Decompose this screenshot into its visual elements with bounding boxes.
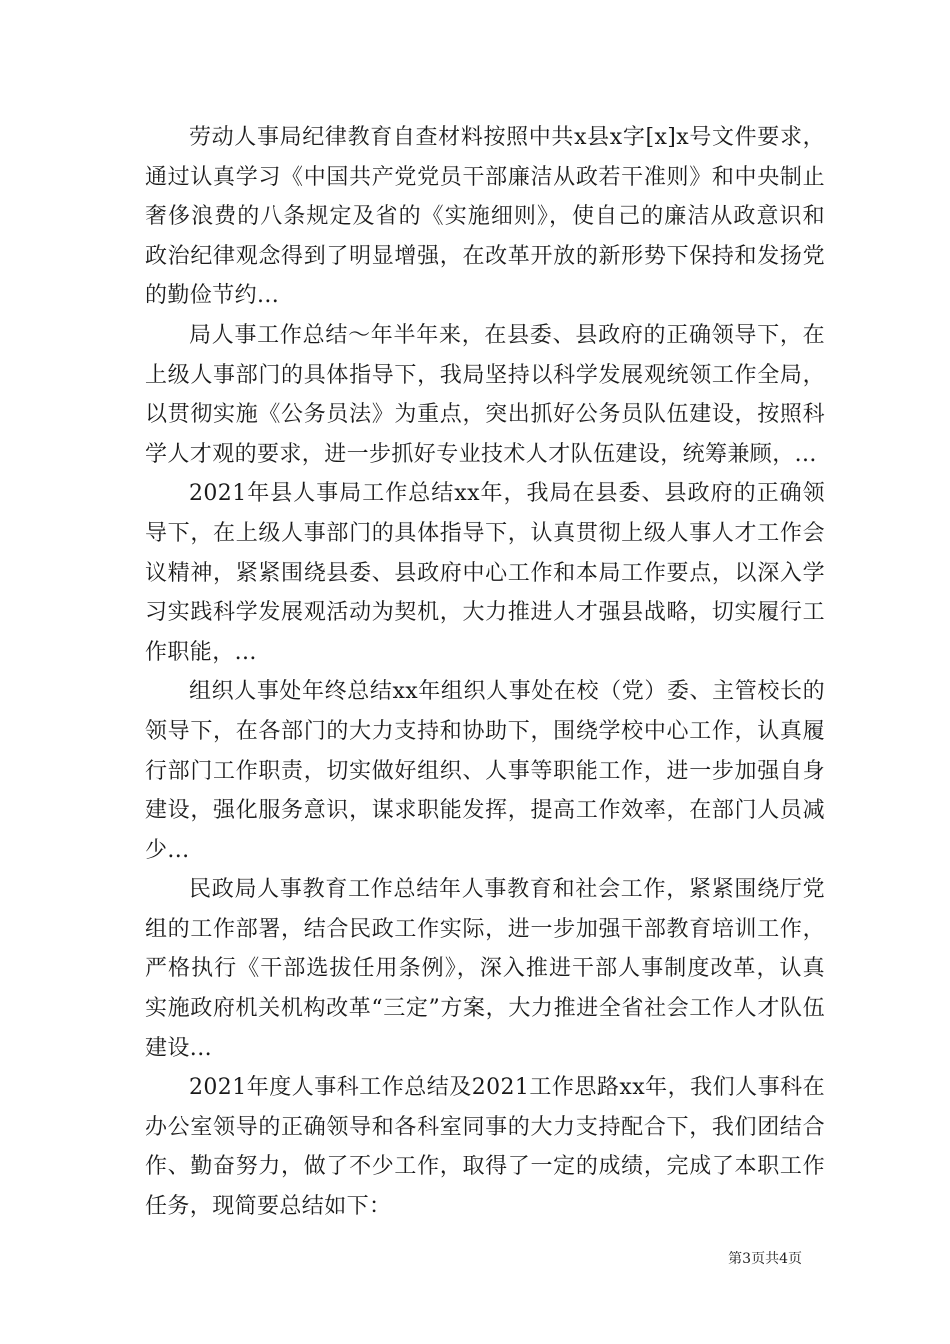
paragraph-1: 劳动人事局纪律教育自查材料按照中共x县x字[x]x号文件要求，通过认真学习《中国共产党党员干部廉洁从政若干准则》和中央制止奢侈浪费的八条规定及省的《实施细则》，使自己的廉洁从政意识和政治纪律观念得到了明显增强，在改革开放的新形势下保持和发扬党的勤俭节约... xyxy=(145,125,825,309)
paragraph-5: 民政局人事教育工作总结年人事教育和社会工作，紧紧围绕厅党组的工作部署，结合民政工作实际，进一步加强干部教育培训工作，严格执行《干部选拔任用条例》，深入推进干部人事制度改革，认真实施政府机关机构改革“三定”方案，大力推进全省社会工作人才队伍建设... xyxy=(145,877,825,1061)
paragraph-6: 2021年度人事科工作总结及2021工作思路xx年，我们人事科在办公室领导的正确领导和各科室同事的大力支持配合下，我们团结合作、勤奋努力，做了不少工作，取得了一定的成绩，完成了本职工作任务，现简要总结如下： xyxy=(145,1075,825,1220)
paragraph-3: 2021年县人事局工作总结xx年，我局在县委、县政府的正确领导下，在上级人事部门的具体指导下，认真贯彻上级人事人才工作会议精神，紧紧围绕县委、县政府中心工作和本局工作要点，以深入学习实践科学发展观活动为契机，大力推进人才强县战略，切实履行工作职能，... xyxy=(145,481,825,665)
paragraph-4: 组织人事处年终总结xx年组织人事处在校（党）委、主管校长的领导下，在各部门的大力支持和协助下，围绕学校中心工作，认真履行部门工作职责，切实做好组织、人事等职能工作，进一步加强自身建设，强化服务意识，谋求职能发挥，提高工作效率，在部门人员减少... xyxy=(145,679,825,863)
document-body xyxy=(145,118,825,1227)
page-number: 第3页共4页 xyxy=(728,1251,802,1267)
paragraph-2: 局人事工作总结～年半年来，在县委、县政府的正确领导下，在上级人事部门的具体指导下，我局坚持以科学发展观统领工作全局，以贯彻实施《公务员法》为重点，突出抓好公务员队伍建设，按照科学人才观的要求，进一步抓好专业技术人才队伍建设，统筹兼顾，... xyxy=(145,322,825,467)
